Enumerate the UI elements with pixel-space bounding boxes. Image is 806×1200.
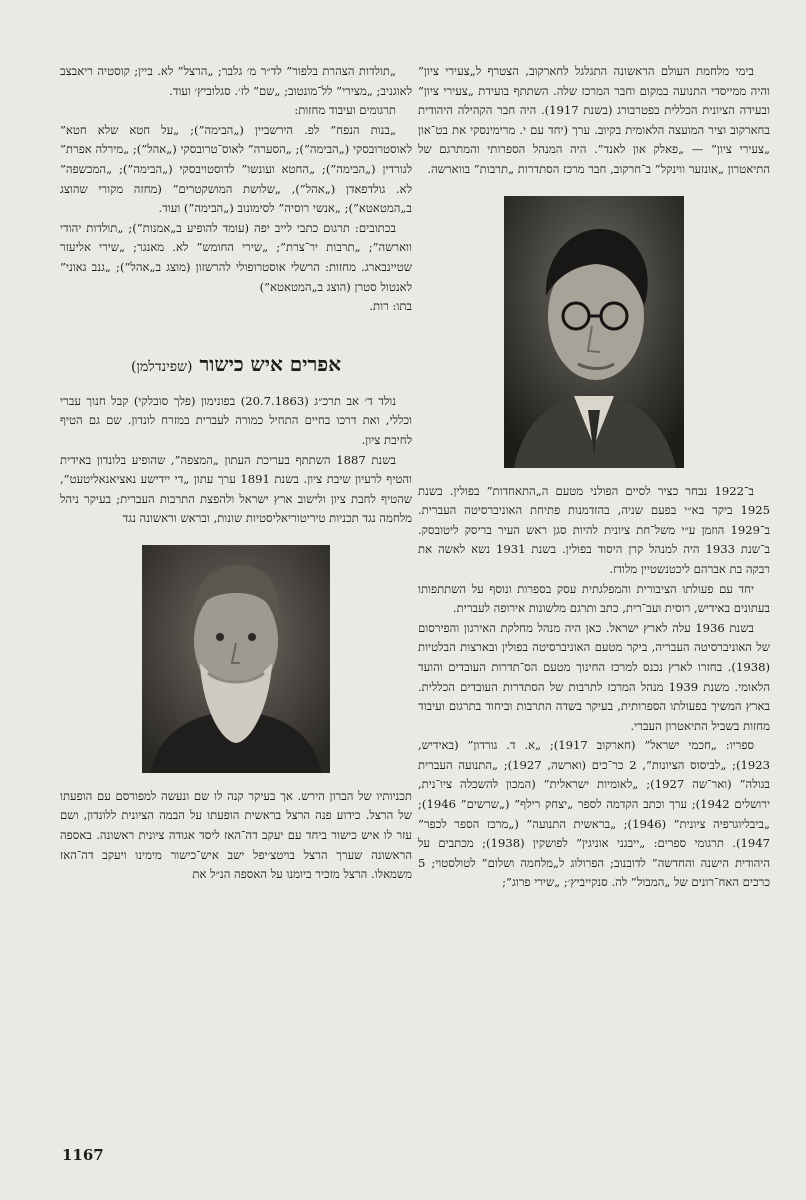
portrait-bearded-man [142,545,330,773]
heading-subtitle: (שפינדלמן) [130,358,193,375]
paragraph: יחד עם פעולתו הציבורית והמפלגתית עסק בספרות ונוסף על השתתפותו בעתונים באידיש, רוסית ועב־רית, כתב ותרגם מלשונות אירופה לעברית. [418,581,770,616]
paragraph: בשנת 1936 עלה לארץ ישראל. כאן היה מנהל מחלקת האירגון והפירסום של האוניברסיטה העבריה, ביקר מטעם האוניברסיטה בפולין ובארצות הבלטיות (1938). בחזרו לארץ נכנס למרכז החינוך מטעם הס־תדרות העובדים והועד הלאומי. משנת 1939 מנהל המרכז לתרבות של הסתדרות העובדים הכללית. בארץ המשיך בפעולתו הספרותית, בעיקר בשדה התרבות וביחוד בתרגום ועיבוד מחזות בשביל התיאטרון העברי. [418,620,770,733]
paragraph: נולד ד׳ אב תרכ״ג (20.7.1863) בפונימון (פלך סובלקי) קבל חנוך עברי וכללי, ואת דרכו בחיים התחיל כמורה לעברית במזרח לונדון. שם גם הטיף לחיבת ציון. [60,393,412,447]
left-column [60,62,412,885]
paragraph: בימי מלחמת העולם הראשונה התגלגל לחארקוב, הצטרף ל„צעירי ציון” והיה ממייסדי התנועה במקום וחבר המרכז שלה. השתתף בועידת „צעירי ציון” ובעידה הציונית הכללית בפטרבורג (בשנת 1917). היה חבר הקהילה היהודית בחארקוב וציר המועצה הלאומית בקיוב. ערך (יחד עם י. מרימינסקי את בט־און „צעירי ציון” — „פאלק און לאנד”. היה המנהל הספרותי והמתרגם של התיאטרון „אונזער ווינקל” ב־חרקוב, חבר מרכז הסתדרות „תרבות” בווארשה. [418,64,770,176]
paragraph: בשנת 1887 השתתף בעריכת העתון „המצפה”, שהופיע בלונדון באידית והטיף לרעיון שיבת ציון. בשנת 1891 ערך עתון „די יידישע נאציאנאליטעט”, שהטיף לחבת ציון ולישוב ארץ ישראל ולהפצת התרבות העברית; בעיקר ניהל מלחמה נגד תכניות טיריטוריאליסטיות שונות, ובראש וראשונה נגד [60,452,412,526]
paragraph: תכניותיו של הברון הירש. אך בעיקר קנה לו שם ונעשה למפורסם עם הופעתו של הרצל. כידוע פנה הרצל בראשית הופעתו על הבמה הציונית ללונדון, ושם עזר לו איש כישור ביחד עם יעקב דה־האז ליסד אגודה ציונית ראשונה. באספה הראשונה שערך הרצל בויטצ׳יפל ישב איש־כישור מימינו ויעקב דה־האז משמאלו. הרצל מזכיר ביומנו על האספה הנ״ל את [60,788,412,882]
portrait-photo-top [504,196,684,468]
heading-name: אפרים איש כישור [199,351,342,376]
portrait-photo-bottom [142,545,330,773]
paragraph: ב־1922 נבחר כציר לסיים הפולני מטעם ה„התאחדות” בפולין. בשנת 1925 ביקר בא״י בפעם שניה, בהזדמנות פתיחת האוניברסיטה העברית. ב־1929 הוזמן ע״י משל־חת ציונית להיות סגן ראש העיר בריסק ליטובסק. ב־שנת 1933 היה למנהל קרן היסוד בפולין. בשנת 1931 נשא לאשה את רבקה בת אברהם ליכטנשטיין מלודז. [418,483,771,576]
paragraph: „תולדות הצהרת בלפור” לד״ר מ׳ גלבר; „הרצל” לא. ביין; קוסטיה ריאבצב לאוגניב; „מצירי” לל־מונטוב; „שם” לז׳. סגלוביץ׳ ועוד. [60,64,412,98]
page-number: 1167 [62,1146,104,1164]
portrait-man-glasses [504,196,684,468]
article-heading [60,351,412,380]
right-column [418,62,770,893]
paragraph: ספריו: „חכמי ישראל” (חארקוב 1917); „א. ד. גורדון” (באידיש, 1923); „לביסוס הציונות”, 2 כר־כים (וארשה, 1927); „התנועה העברית בגולה” (ואר־שה 1927); „לאומיות ישראלית” (המכון להשכלה ציו־נית, ירושלים 1942); ערך וכתב הקדמה לספר „יצחק רילף” („שרשים” 1946); „ביבליוגרפיה ציונית” (1946); „בראשית התנועה” („מרכז הספר לכפר” 1947). תרגומי ספרים: „ייבגני אוניגין” לפושקין (1938); מכתבים על היהודית הישנה והחדשה” לדובנוב; הפרולוג ל„מלחמה ושלום” לטולסטוי; 5 כרכים האח־רונים של „המבול” לה. סנקייביץ׳; „שירי פרוג”; [418,738,770,890]
signature: בתו: רות. [369,299,412,314]
paragraph: בכתובים: תרגום כתבי לייב יפה (עומד להופיע ב„אמנות”); „תולדות יהודי ווארשה”; „תרבות יר־צרת”; „שירי החומש” לא. מאנגר; „שירי אליעזר שטיינבארג. מחזות: הרשלי אוסטרופולי להרשזון (מוצג ב„אהל”); „גנב גאוני” לאנטול סטרן (הוצג ב„המטאטא”) [60,220,412,294]
section-label: תרגומים ועיבוד מחזות: [294,103,396,118]
paragraph: „בנות הנפח” לפ. הירשביין („הבימה”); „על חטא שלא חטא” לאוסטרובסקי („הבימה”); „הסערה” לאוס־טרובסקי („אהל”); „מירלה אפרת” לגורדין („הבימה”); „החטא ועונשו” לדוסטויבסקי („הבימה”); „המכשפה” לא. גולדפאדן („אהל”), „שלושת המושקטרים” (מחזה מקורי שהוצג ב„המטאטא”); „אנשי רוסיה” לסימונוב („הבימה”) ועוד. [60,122,412,216]
